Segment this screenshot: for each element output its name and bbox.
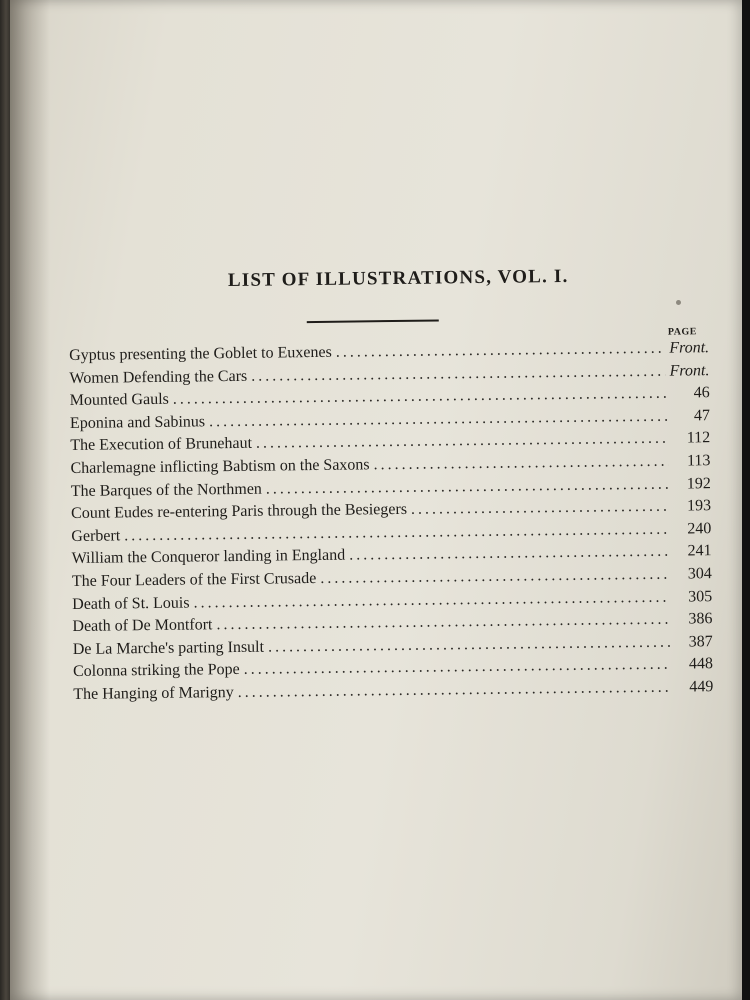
entry-label: Count Eudes re-entering Paris through the Besiegers: [70, 501, 408, 523]
entry-page: 193: [686, 497, 712, 515]
entries: [69, 339, 713, 708]
entry-page: 240: [687, 519, 712, 538]
leader-dots: [411, 498, 669, 519]
entry-label: The Execution of Brunehaut: [70, 435, 253, 455]
entry-label: The Four Leaders of the First Crusade: [71, 569, 317, 590]
leader-dots: [244, 656, 672, 679]
illustrations-list: [68, 252, 713, 708]
leader-dots: [373, 453, 668, 475]
entry-label: Mounted Gauls: [69, 390, 169, 410]
entry-label: Gyptus presenting the Goblet to Euxenes: [69, 343, 332, 364]
entry-label: The Barques of the Northmen: [70, 480, 262, 500]
entry-page: 192: [686, 474, 711, 493]
entry-label: De La Marche's parting Insult: [72, 638, 265, 658]
entry-label: Gerbert: [71, 527, 121, 545]
entry-page: 448: [688, 655, 714, 673]
leader-dots: [268, 633, 671, 656]
entry-label: Eponina and Sabinus: [69, 413, 206, 432]
entry-label: Death of St. Louis: [72, 594, 190, 613]
leader-dots: [238, 679, 672, 702]
entry-page: Front.: [669, 339, 710, 357]
page-edge: [742, 0, 750, 1000]
entry-page: 387: [688, 632, 713, 651]
leader-dots: [336, 340, 666, 362]
entry-label: The Hanging of Marigny: [73, 683, 234, 703]
entry-page: Front.: [669, 361, 710, 380]
leader-dots: [320, 566, 670, 588]
entry-page: 304: [687, 565, 712, 583]
leader-dots: [256, 430, 668, 453]
entry-page: 386: [688, 610, 713, 628]
entry-page: 113: [686, 452, 711, 470]
leader-dots: [266, 475, 669, 498]
entry-page: 47: [693, 406, 711, 425]
entry-page: 449: [689, 678, 714, 696]
page-gutter-shadow: [10, 0, 50, 1000]
leader-dots: [349, 543, 670, 565]
entry-page: 241: [687, 542, 712, 560]
entry-label: Colonna striking the Pope: [72, 661, 240, 681]
title-rule: [307, 319, 439, 323]
page-title: LIST OF ILLUSTRATIONS, VOL. I.: [227, 265, 569, 292]
entry-page: 112: [686, 429, 711, 447]
entry-label: Charlemagne inflicting Babtism on the Saxons: [70, 456, 370, 477]
entry-page: 305: [688, 587, 713, 605]
entry-label: William the Conqueror landing in England: [71, 546, 346, 568]
entry-label: Women Defending the Cars: [69, 367, 248, 387]
entry-page: 46: [693, 384, 710, 402]
leader-dots: [251, 362, 666, 385]
page-column-header: PAGE: [667, 326, 697, 338]
entry-label: Death of De Montfort: [72, 616, 213, 636]
